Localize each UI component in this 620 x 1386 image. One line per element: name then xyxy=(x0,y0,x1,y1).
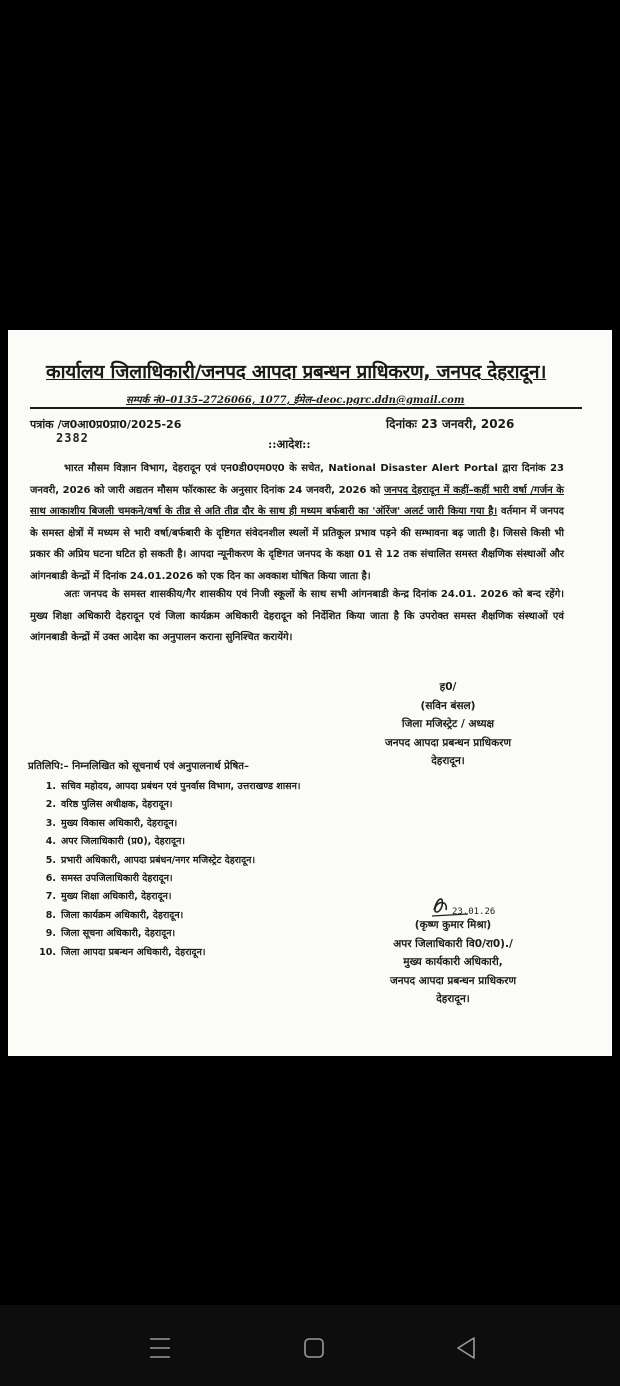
back-icon xyxy=(448,1330,484,1366)
list-item: 9. जिला सूचना अधिकारी, देहरादून। xyxy=(45,928,176,940)
copy-to-label: प्रतिलिपि:– निम्नलिखित को सूचनार्थ एवं अनुपालनार्थ प्रेषित– xyxy=(28,761,249,772)
document-image xyxy=(8,330,612,1056)
list-item: 7. मुख्य शिक्षा अधिकारी, देहरादून। xyxy=(45,891,172,903)
list-item: 2. वरिष्ठ पुलिस अधीक्षक, देहरादून। xyxy=(45,799,173,811)
home-button[interactable] xyxy=(296,1330,332,1366)
handwritten-date: 23.01.26 xyxy=(452,907,496,917)
recents-icon xyxy=(142,1330,178,1366)
contact-line: सम्पर्क नं0–0135–2726066, 1077, ईमेल–deoc.pgrc.ddn@gmail.com xyxy=(126,395,465,406)
office-title: कार्यालय जिलाधिकारी/जनपद आपदा प्रबन्धन प्राधिकरण, जनपद देहरादून। xyxy=(46,361,547,383)
list-item: 5. प्रभारी अधिकारी, आपदा प्रबंधन/नगर मजिस्ट्रेट देहरादून। xyxy=(45,854,256,866)
order-paragraph-2: अतः जनपद के समस्त शासकीय/गैर शासकीय एवं निजी स्कूलों के साथ सभी आंगनबाडी केन्द्र दिनांक 24.01. 2026 को बन्द रहेंगे। मुख्य शिक्षा अधिकारी देहरादून एवं जिला कार्यक्रम अधिकारी देहरादून को निर्देशित किया जाता है कि उपरोक्त समस्त शैक्षणिक संस्थाओं एवं आंगनबाडी केन्द्रों में उक्त आदेश का अनुपालन कराना सुनिश्चित करायेंगे। xyxy=(30,589,564,643)
copy-to-list xyxy=(30,778,300,962)
list-item: 3. मुख्य विकास अधिकारी, देहरादून। xyxy=(45,817,178,829)
order-paragraph-1: भारत मौसम विज्ञान विभाग, देहरादून एवं एन0डी0एम0ए0 के सचेत, National Disaster Alert Portal द्वारा दिनांक 23 जनवरी, 2026 को जारी अद्यतन मौसम फॉरकास्ट के अनुसार दिनांक 24 जनवरी, 2026 को जनपद देहरादून में कहीं–कहीं भारी वर्षा /गर्जन के साथ आकाशीय बिजली चमकने/वर्षा के तीव्र से अति तीव्र दौर के साथ ही मध्यम बर्फबारी का 'ऑरेंज' अलर्ट जारी किया गया है। वर्तमान में जनपद के समस्त क्षेत्रों में मध्यम से भारी वर्षा/बर्फबारी के दृष्टिगत संवेदनशील स्थलों में प्रतिकूल प्रभाव पड़ने की सम्भावना बढ़ जाती है। जिससे किसी भी प्रकार की अप्रिय घटना घटित हो सकती है। आपदा न्यूनीकरण के दृष्टिगत जनपद के कक्षा 01 से 12 तक संचालित समस्त शैक्षणिक संस्थाओं और आंगनबाडी केन्द्रों में दिनांक 24.01.2026 को एक दिन का अवकाश घोषित किया जाता है। xyxy=(30,463,564,582)
list-item: 8. जिला कार्यक्रम अधिकारी, देहरादून। xyxy=(45,909,184,921)
home-icon xyxy=(296,1330,332,1366)
order-date: दिनांकः 23 जनवरी, 2026 xyxy=(386,417,515,431)
reference-number: पत्रांक /ज0आ0प्र0प्रा0/2025-26 xyxy=(30,418,182,431)
recents-button[interactable] xyxy=(142,1330,178,1366)
list-item: 1. सचिव महोदय, आपदा प्रबंधन एवं पुनर्वास विभाग, उत्तराखण्ड शासन। xyxy=(45,781,301,792)
header-rule xyxy=(30,407,582,409)
signature-block-adm: (कृष्ण कुमार मिश्रा) अपर जिलाधिकारी वि0/रा0)./ मुख्य कार्यकारी अधिकारी, जनपद आपदा प्रबन्धन प्राधिकरण देहरादून। xyxy=(389,919,517,1005)
handwritten-dispatch-number: 2382 xyxy=(56,431,89,445)
list-item: 4. अपर जिलाधिकारी (प्र0), देहरादून। xyxy=(45,836,185,848)
list-item: 6. समस्त उपजिलाधिकारी देहरादून। xyxy=(45,873,173,885)
list-item: 10. जिला आपदा प्रबन्धन अधिकारी, देहरादून। xyxy=(39,946,206,958)
signature-block-dm: ह0/ (सविन बंसल) जिला मजिस्ट्रेट / अध्यक्ष जनपद आपदा प्रबन्धन प्राधिकरण देहरादून। xyxy=(384,681,512,767)
back-button[interactable] xyxy=(448,1330,484,1366)
order-heading: ::आदेश:: xyxy=(268,437,311,451)
